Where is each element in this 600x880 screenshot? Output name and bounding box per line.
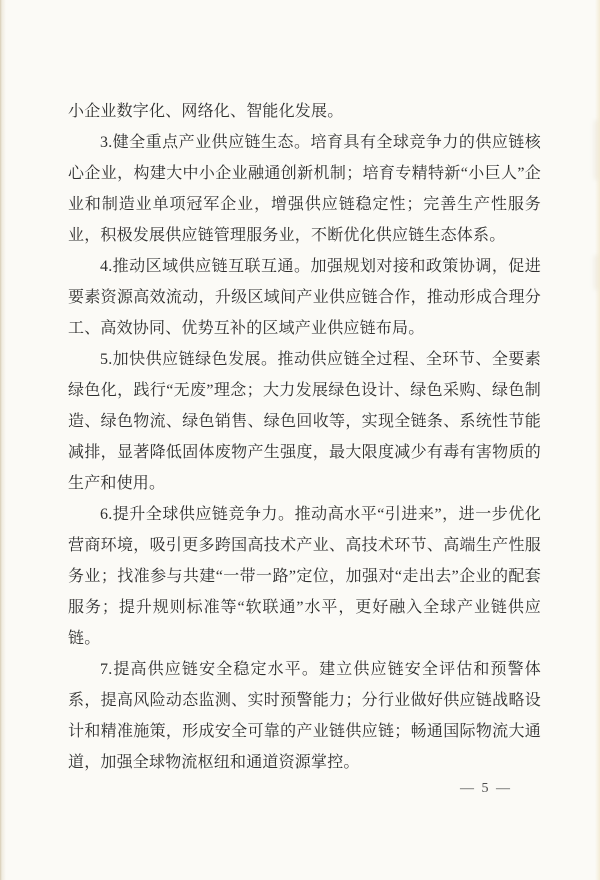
- page-left-edge-shadow: [0, 0, 6, 880]
- paragraph-continuation: 小企业数字化、网络化、智能化发展。: [68, 103, 344, 120]
- page-number: — 5 —: [460, 781, 512, 796]
- page-right-edge-tint: [595, 0, 600, 880]
- paragraph-item-4: 4.推动区域供应链互联互通。加强规划对接和政策协调，促进要素资源高效流动，升级区域间产业供应链合作，推动形成合理分工、高效协同、优势互补的区域产业供应链布局。: [68, 258, 541, 337]
- paragraph-item-3: 3.健全重点产业供应链生态。培育具有全球竞争力的供应链核心企业，构建大中小企业融通创新机制；培育专精特新“小巨人”企业和制造业单项冠军企业，增强供应链稳定性；完善生产性服务业，积极发展供应链管理服务业，不断优化供应链生态体系。: [68, 134, 541, 244]
- scan-smudge: [594, 255, 598, 290]
- paragraph-item-6: 6.提升全球供应链竞争力。推动高水平“引进来”，进一步优化营商环境，吸引更多跨国高技术产业、高技术环节、高端生产性服务业；找准参与共建“一带一路”定位，加强对“走出去”企业的配套服务；提升规则标准等“软联通”水平，更好融入全球产业链供应链。: [68, 506, 541, 647]
- document-body: [68, 96, 541, 778]
- paragraph-item-7: 7.提高供应链安全稳定水平。建立供应链安全评估和预警体系，提高风险动态监测、实时预警能力；分行业做好供应链战略设计和精准施策，形成安全可靠的产业链供应链；畅通国际物流大通道，加强全球物流枢纽和通道资源掌控。: [68, 661, 541, 771]
- scan-smudge: [594, 120, 598, 180]
- paragraph-item-5: 5.加快供应链绿色发展。推动供应链全过程、全环节、全要素绿色化，践行“无废”理念；大力发展绿色设计、绿色采购、绿色制造、绿色物流、绿色销售、绿色回收等，实现全链条、系统性节能减排，显著降低固体废物产生强度，最大限度减少有毒有害物质的生产和使用。: [68, 351, 541, 492]
